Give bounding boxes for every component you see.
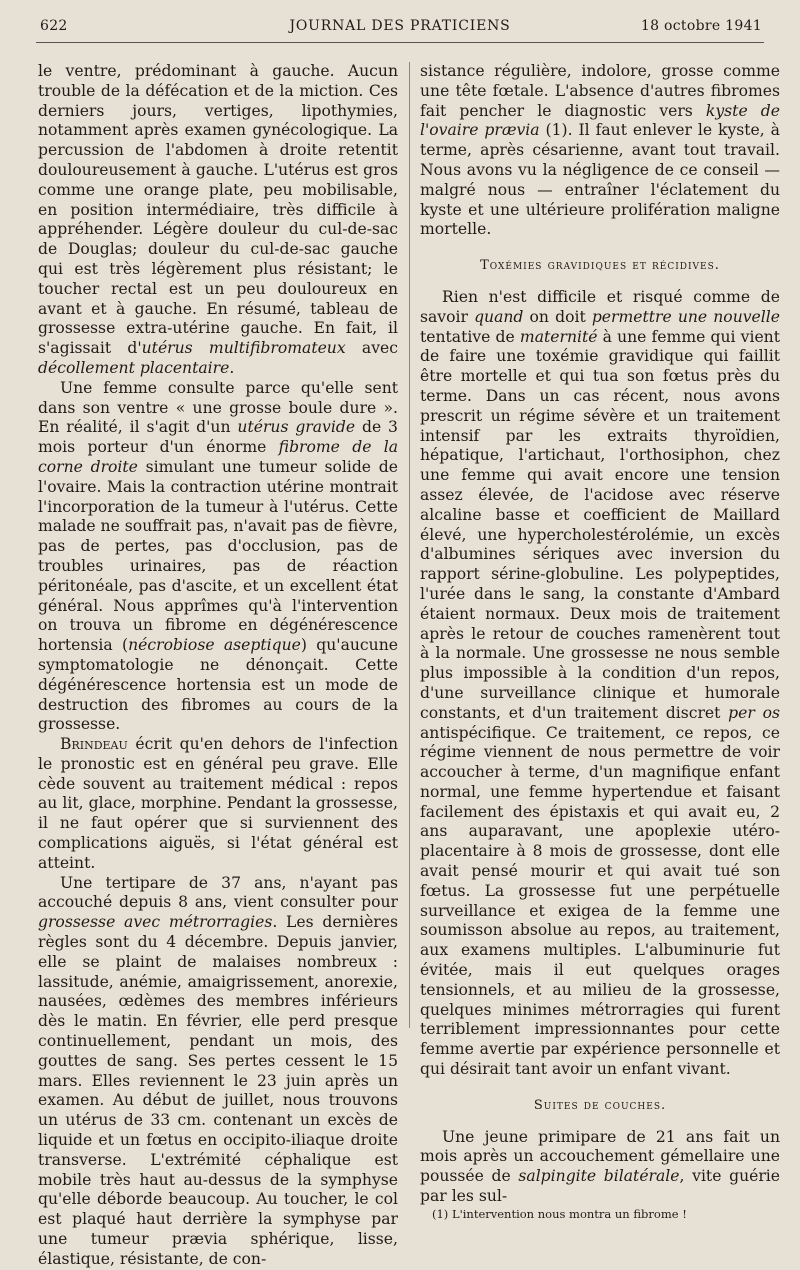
page-number: 622 <box>40 18 68 34</box>
header-rule <box>36 42 764 43</box>
footnote: (1) L'intervention nous montra un fibrome ! <box>432 1206 687 1221</box>
page-header <box>0 18 800 44</box>
issue-date: 18 octobre 1941 <box>640 18 762 34</box>
column-divider <box>409 62 410 1028</box>
paragraph-toxemies: Rien n'est difficile et risqué comme de savoir quand on doit permettre une nouvelle tentative de maternité à une femme qui vient de faire une toxémie gravidique qui faillit être mortelle et qui tua son fœtus près du terme. Dans un cas récent, nous avons prescrit un régime sévère et un traitement intensif par les extraits thyroïdien, hépatique, l'artichaut, l'orthosiphon, chez une femme qui avait encore une tension assez élevée, de l'acidose avec réserve alcaline basse et coefficient de Maillard élevé, une hypercholestérolémie, un excès d'albumines sériques avec inversion du rapport sérine-globuline. Les polypeptides, l'urée dans le sang, la constante d'Ambard étaient normaux. Deux mois de traitement après le retour de couches ramenèrent tout à la normale. Une grossesse ne nous semble plus impossible à la condition d'un repos, d'une surveillance clinique et humorale constants, et d'un traitement discret per os antispécifique. Ce traitement, ce repos, ce régime viennent de nous permettre de voir accoucher à terme, d'un magnifique enfant normal, une femme hypertendue et faisant facilement des épistaxis et qui avait eu, 2 ans auparavant, une apoplexie utéro-placentaire à 8 mois de grossesse, dont elle avait pensé mourir et qui avait tué son fœtus. La grossesse fut une perpétuelle surveillance et exigea de la femme une soumisson absolue au repos, au traitement, aux examens multiples. L'albuminurie fut évitée, mais il eut quelques orages tensionnels, et au milieu de la grossesse, quelques minimes métrorragies qui furent terriblement impressionnantes pour cette femme avertie par expérience personnelle et qui désirait tant avoir un enfant vivant. <box>420 287 780 1079</box>
section-heading-suites: Suites de couches. <box>533 1097 667 1113</box>
right-column <box>420 62 780 1221</box>
paragraph-brindeau: Brindeau écrit qu'en dehors de l'infection le pronostic est en général peu grave. Elle cède souvent au traitement médical : repos au lit, glace, morphine. Pendant la grossesse, il ne faut opérer que si surviennent des complications aiguës, si l'état général est atteint. <box>38 735 398 872</box>
journal-title: JOURNAL DES PRATICIENS <box>289 18 511 34</box>
paragraph-tertipare: Une tertipare de 37 ans, n'ayant pas accouché depuis 8 ans, vient consulter pour grossesse avec métrorragies. Les dernières règles sont du 4 décembre. Depuis janvier, elle se plaint de malaises nombreux : lassitude, anémie, amaigrissement, anorexie, nausées, œdèmes des membres inférieurs dès le matin. En février, elle perd presque continuellement, pendant un mois, des gouttes de sang. Ses pertes cessent le 15 mars. Elles reviennent le 23 juin après un examen. Au début de juillet, nous trouvons un utérus de 33 cm. contenant un excès de liquide et un fœtus en occipito-iliaque droite transverse. L'extrémité céphalique est mobile très haut au-dessus de la symphyse qu'elle déborde beaucoup. Au toucher, le col est plaqué haut derrière la symphyse par une tumeur prævia sphérique, lisse, élastique, résistante, de con- <box>38 873 398 1268</box>
section-heading-toxemies: Toxémies gravidiques et récidives. <box>480 258 720 274</box>
paragraph-fibrome: Une femme consulte parce qu'elle sent dans son ventre « une grosse boule dure ». En réalité, il s'agit d'un utérus gravide de 3 mois porteur d'un énorme fibrome de la corne droite simulant une tumeur solide de l'ovaire. Mais la contraction utérine montrait l'incorporation de la tumeur à l'utérus. Cette malade ne souffrait pas, n'avait pas de fièvre, pas de pertes, pas d'occlusion, pas de troubles urinaires, pas de réaction péritonéale, pas d'ascite, et un excellent état général. Nous apprîmes qu'à l'intervention on trouva un fibrome en dégénérescence hortensia (nécrobiose aseptique) qu'aucune symptomatologie ne dénonçait. Cette dégénérescence hortensia est un mode de destruction des fibromes au cours de la grossesse. <box>38 378 399 734</box>
paragraph-continuation-right: sistance régulière, indolore, grosse comme une tête fœtale. L'absence d'autres fibromes fait pencher le diagnostic vers kyste de l'ovaire prævia (1). Il faut enlever le kyste, à terme, après césarienne, avant tout travail. Nous avons vu la négligence de ce conseil — malgré nous — entraîner l'éclatement du kyste et une ultérieure prolifération maligne mortelle. <box>420 62 780 239</box>
paragraph-continuation: le ventre, prédominant à gauche. Aucun trouble de la défécation et de la miction. Ces derniers jours, vertiges, lipothymies, notamment après examen gynécologique. La percussion de l'abdomen à droite retentit douloureusement à gauche. L'utérus est gros comme une orange plate, peu mobilisable, en position intermédiaire, très difficile à appréhender. Légère douleur du cul-de-sac de Douglas; douleur du cul-de-sac gauche qui est très légèrement plus résistant; le toucher rectal est un peu douloureux en avant et à gauche. En résumé, tableau de grossesse extra-utérine gauche. En fait, il s'agissait d'utérus multifibromateux avec décollement placentaire. <box>38 62 398 377</box>
left-column <box>38 62 398 1270</box>
paragraph-suites: Une jeune primipare de 21 ans fait un mois après un accouchement gémellaire une poussée de salpingite bilatérale, vite guérie par les sul- <box>420 1127 781 1206</box>
